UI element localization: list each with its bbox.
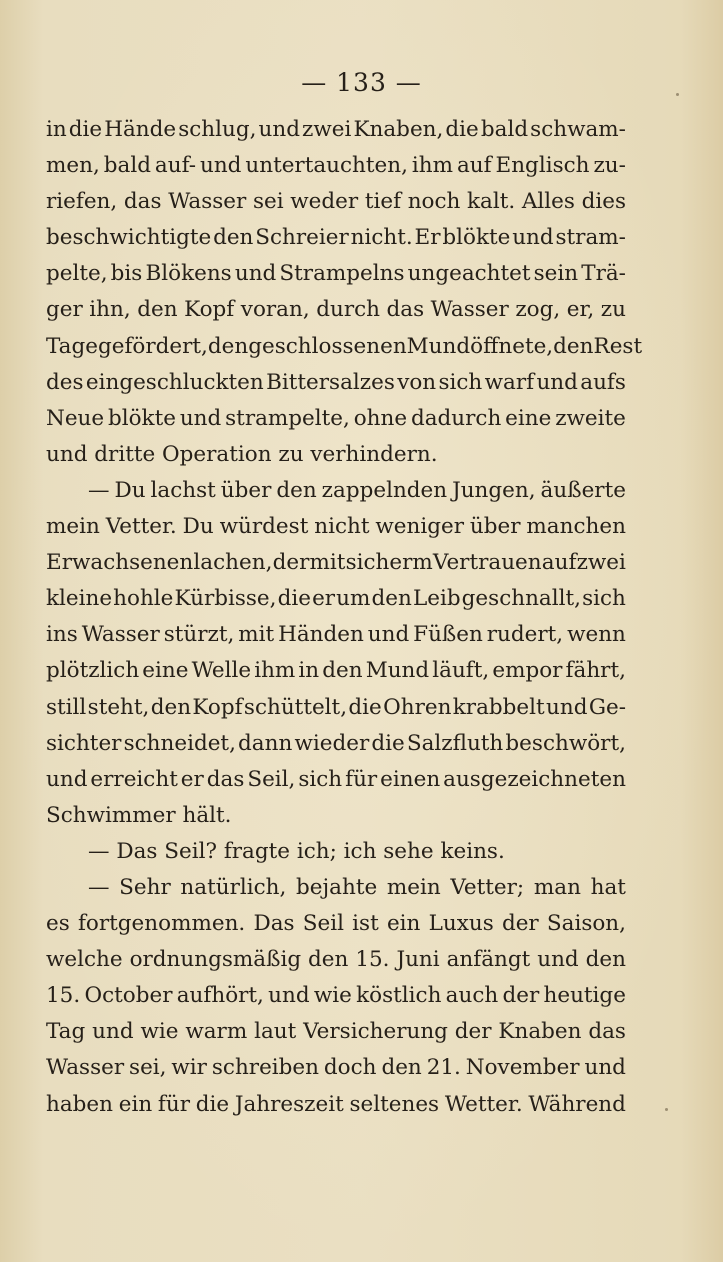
body-text (46, 112, 643, 1123)
page-number: — 133 — (301, 68, 422, 97)
text-line: in die Hände schlug, und zwei Knaben, die bald schwam- (46, 117, 626, 142)
text-line: Tag und wie warm laut Versicherung der Knaben das (46, 1019, 626, 1045)
text-line: Wasser sei, wir schreiben doch den 21. November und (46, 1055, 626, 1081)
text-line: kleine hohle Kürbisse, die er um den Leib geschnallt, sich (46, 586, 626, 612)
text-line: Schwimmer hält. (46, 802, 232, 828)
text-line: haben ein für die Jahreszeit seltenes Wetter. Während (46, 1091, 626, 1117)
text-line: — Du lachst über den zappelnden Jungen, äußerte (88, 477, 626, 503)
text-line: 15. October aufhört, und wie köstlich auch der heutige (46, 983, 626, 1009)
text-line: riefen, das Wasser sei weder tief noch kalt. Alles dies (46, 189, 626, 215)
text-line: ger ihn, den Kopf voran, durch das Wasser zog, er, zu (46, 297, 626, 323)
text-line: — Sehr natürlich, bejahte mein Vetter; man hat (88, 874, 626, 900)
text-line: sichter schneidet, dann wieder die Salzfluth beschwört, (46, 730, 626, 756)
text-line: pelte, bis Blökens und Strampelns ungeachtet sein Trä- (46, 261, 626, 287)
text-line: und erreicht er das Seil, sich für einen ausgezeichneten (46, 766, 626, 792)
text-line: des eingeschluckten Bittersalzes von sich warf und aufs (46, 369, 626, 395)
text-line: plötzlich eine Welle ihm in den Mund läuft, empor fährt, (46, 658, 626, 684)
text-line: Tage gefördert, den geschlossenen Mund öffnete, den Rest (46, 333, 643, 359)
text-line: mein Vetter. Du würdest nicht weniger über manchen (46, 514, 626, 540)
text-line: ins Wasser stürzt, mit Händen und Füßen rudert, wenn (46, 622, 626, 648)
paper-speck (665, 1108, 668, 1111)
text-line: Erwachsenen lachen, der mit sicherm Vertrauen auf zwei (46, 550, 626, 576)
text-line: still steht, den Kopf schüttelt, die Ohren krabbelt und Ge- (46, 694, 626, 720)
text-line: Neue blökte und strampelte, ohne dadurch eine zweite (46, 405, 626, 431)
paper-speck (676, 93, 679, 96)
text-line: es fortgenommen. Das Seil ist ein Luxus der Saison, (46, 911, 626, 937)
text-line: und dritte Operation zu verhindern. (46, 441, 438, 467)
text-line: welche ordnungsmäßig den 15. Juni anfängt und den (46, 947, 626, 973)
text-line: men, bald auf- und untertauchten, ihm auf Englisch zu- (46, 153, 626, 179)
text-line: — Das Seil? fragte ich; ich sehe keins. (88, 838, 505, 864)
text-line: beschwichtigte den Schreier nicht. Er blökte und stram- (46, 225, 626, 251)
